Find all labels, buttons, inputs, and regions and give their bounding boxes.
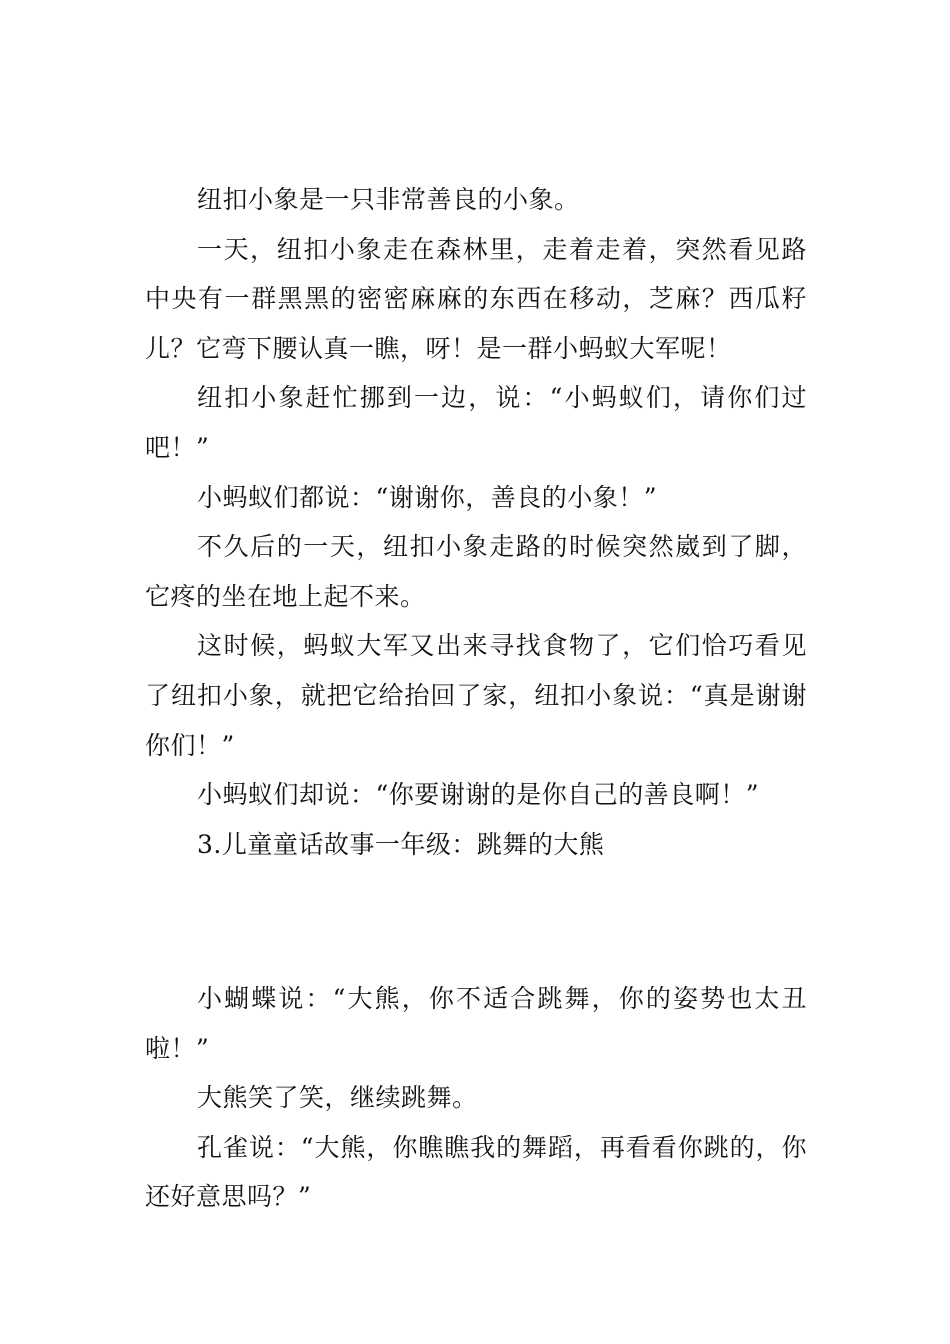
paragraph: 一天，纽扣小象走在森林里，走着走着，突然看见路中央有一群黑黑的密密麻麻的东西在移动，芝麻？西瓜籽儿？它弯下腰认真一瞧，呀！是一群小蚂蚁大军呢！ [145, 234, 807, 363]
paragraph: 纽扣小象是一只非常善良的小象。 [197, 185, 580, 214]
paragraph: 孔雀说：“大熊，你瞧瞧我的舞蹈，再看看你跳的，你还好意思吗？” [145, 1132, 807, 1212]
paragraph: 小蚂蚁们都说：“谢谢你，善良的小象！” [197, 482, 658, 512]
paragraph: 小蝴蝶说：“大熊，你不适合跳舞，你的姿势也太丑啦！” [145, 984, 807, 1063]
paragraph: 小蚂蚁们却说：“你要谢谢的是你自己的善良啊！” [197, 780, 760, 810]
paragraph: 这时候，蚂蚁大军又出来寻找食物了，它们恰巧看见了纽扣小象，就把它给抬回了家，纽扣小象说：“真是谢谢你们！” [145, 631, 807, 760]
paragraph: 大熊笑了笑，继续跳舞。 [197, 1083, 478, 1113]
paragraph: 纽扣小象赶忙挪到一边，说：“小蚂蚁们，请你们过吧！” [145, 383, 807, 462]
paragraph: 不久后的一天，纽扣小象走路的时候突然崴到了脚，它疼的坐在地上起不来。 [145, 532, 807, 611]
story-section-dancing-bear [145, 974, 807, 1222]
section-heading: 3.儿童童话故事一年级：跳舞的大熊 [197, 829, 605, 859]
story-section-button-elephant [145, 175, 807, 869]
